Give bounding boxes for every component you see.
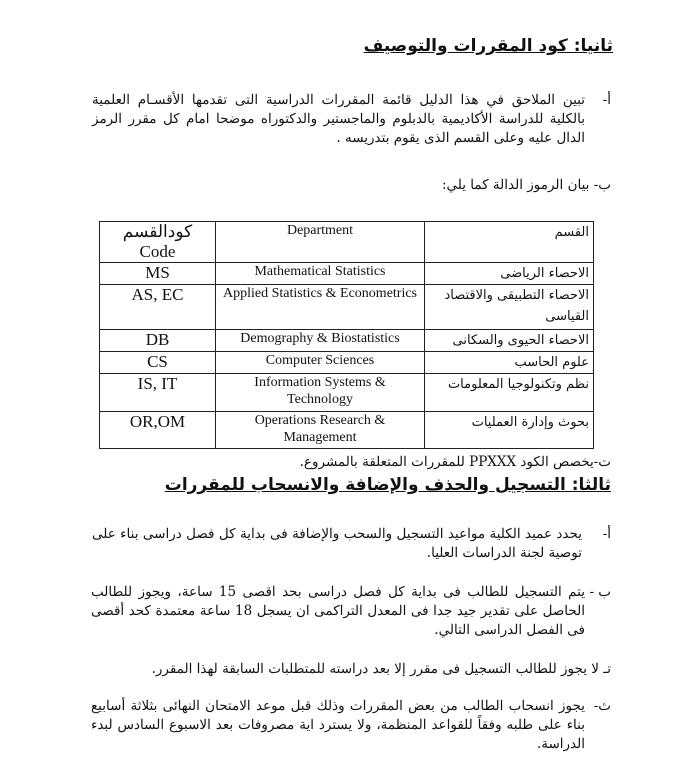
cell-code: IS, IT bbox=[100, 374, 216, 412]
cell-arabic: نظم وتكنولوجيا المعلومات bbox=[425, 374, 594, 412]
table-row bbox=[100, 263, 594, 285]
s3-item-a-label: أ- bbox=[602, 526, 611, 542]
cell-department: Information Systems & Technology bbox=[216, 374, 425, 412]
cell-arabic: بحوث وإدارة العمليات bbox=[425, 412, 594, 449]
cell-department: Demography & Biostatistics bbox=[216, 330, 425, 352]
table-header-row bbox=[100, 222, 594, 263]
section-2-heading: ثانيا: كود المقررات والتوصيف bbox=[363, 36, 613, 56]
cell-arabic: الاحصاء الرياضى bbox=[425, 263, 594, 285]
header-department: Department bbox=[216, 222, 425, 263]
item-b-text: ب- بيان الرموز الدالة كما يلي: bbox=[441, 177, 611, 193]
item-a-label: أ- bbox=[602, 92, 611, 108]
cell-arabic: علوم الحاسب bbox=[425, 352, 594, 374]
header-code: كودالقسم Code bbox=[100, 222, 216, 263]
table-row bbox=[100, 285, 594, 330]
table-row bbox=[100, 412, 594, 449]
table-row bbox=[100, 374, 594, 412]
item-t-project-code: ت-يخصص الكود PPXXX للمقررات المتعلقة بالمشروع. bbox=[299, 454, 611, 470]
cell-code: OR,OM bbox=[100, 412, 216, 449]
s3-item-th-text: يجوز انسحاب الطالب من بعض المقررات وذلك قبل موعد الامتحان النهائى بثلاثة أسابيع بناء على طلبه وفقاً للقواعد المنظمة، ولا يسترد اية مصروفات بعد الاسبوع السادس لبدء الدراسة. bbox=[91, 698, 585, 752]
cell-arabic: الاحصاء التطبيقى والاقتصاد القياسى bbox=[425, 285, 594, 330]
cell-code: DB bbox=[100, 330, 216, 352]
s3-item-b-label: ب - bbox=[589, 584, 611, 600]
section-3-heading: ثالثا: التسجيل والحذف والإضافة والانسحاب للمقررات bbox=[164, 475, 611, 495]
cell-code: AS, EC bbox=[100, 285, 216, 330]
s3-item-t-text: تـ لا يجوز للطالب التسجيل فى مقرر إلا بعد دراسته للمتطلبات السابقة لهذا المقرر. bbox=[151, 661, 611, 677]
department-codes-table bbox=[99, 221, 594, 449]
cell-department: Operations Research & Management bbox=[216, 412, 425, 449]
cell-department: Mathematical Statistics bbox=[216, 263, 425, 285]
header-arabic: القسم bbox=[425, 222, 594, 263]
cell-arabic: الاحصاء الحيوى والسكانى bbox=[425, 330, 594, 352]
s3-item-b-text: يتم التسجيل للطالب فى بداية كل فصل دراسى بحد اقصى 15 ساعة، ويجوز للطالب الحاصل على تقدير جيد جدا فى المعدل التراكمى ان يسجل 18 ساعة معتمدة كحد أقصى فى الفصل الدراسى التالي. bbox=[91, 584, 585, 638]
s3-item-a-text: يحدد عميد الكلية مواعيد التسجيل والسحب والإضافة فى بداية كل فصل دراسى بناء على توصية لجنة الدراسات العليا. bbox=[92, 526, 582, 561]
item-a-text: تبين الملاحق في هذا الدليل قائمة المقررات الدراسية التى تقدمها الأقسـام العلمية بالكلية للدراسة الأكاديمية بالدبلوم والماجستير والدكتوراه موضحا امام كل مقرر الرمز الدال عليه وعلى القسم الذى يقوم بتدريسه . bbox=[92, 92, 585, 146]
cell-code: CS bbox=[100, 352, 216, 374]
s3-item-th-label: ث- bbox=[593, 698, 611, 714]
table-row bbox=[100, 352, 594, 374]
cell-department: Applied Statistics & Econometrics bbox=[216, 285, 425, 330]
cell-code: MS bbox=[100, 263, 216, 285]
table-row bbox=[100, 330, 594, 352]
cell-department: Computer Sciences bbox=[216, 352, 425, 374]
